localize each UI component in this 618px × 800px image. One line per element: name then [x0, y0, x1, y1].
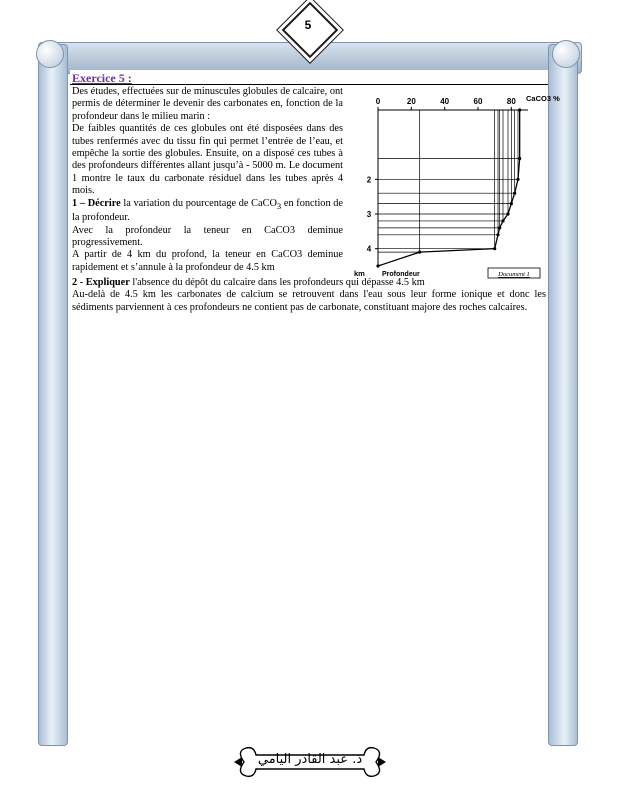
data-point: [506, 212, 509, 215]
document-label: Document 1: [498, 271, 530, 278]
y-tick-label: 4: [366, 244, 372, 254]
caco3-depth-chart: [350, 92, 560, 280]
data-point: [513, 192, 516, 195]
y-unit-label: km: [354, 269, 365, 278]
frame-left-column: [38, 44, 68, 746]
y-tick-label: 2: [366, 175, 372, 185]
exercise-protocol: De faibles quantités de ces globules ont été disposées dans des tubes renfermés avec du tissu fin qui permet l’entrée de l’eau, et empêche la sortie des globules. Ensuite, on a disposé ces tubes à des profondeurs différentes allant jusqu’à - 5000 m. Le document 1 montre le taux du carbonate résiduel dans les tubes après 4 mois.: [72, 123, 343, 197]
data-point: [376, 264, 379, 267]
question-1-text-a: la variation du pourcentage de CaCO: [120, 197, 277, 209]
y-tick-label: 3: [366, 210, 372, 219]
question-1-verb: Décrire: [87, 197, 121, 209]
title-divider: [70, 84, 548, 85]
x-tick-label: 20: [406, 97, 416, 106]
data-point: [493, 247, 496, 250]
data-point: [518, 108, 521, 111]
data-point: [510, 202, 513, 205]
x-tick-label: 80: [506, 97, 516, 106]
y-axis-label: Profondeur: [382, 271, 420, 278]
frame-corner-ornament: [552, 40, 580, 68]
question-2-number: 2 -: [72, 277, 86, 288]
question-1-number: 1 –: [72, 197, 88, 209]
answer-1-part-1: Avec la profondeur la teneur en CaCO3 deminue progressivement.: [72, 224, 343, 248]
answer-1-part-2: A partir de 4 km du profond, la teneur en CaCO3 deminue rapidement et s’annule à la profondeur de 4.5 km: [72, 249, 343, 273]
exercise-title: Exercice 5 :: [72, 71, 132, 85]
data-point: [496, 233, 499, 236]
data-point: [501, 219, 504, 222]
question-2-text: l'absence du dépôt du calcaire dans les profondeurs qui dépasse 4.5 km: [129, 277, 425, 288]
question-1-subscript: 3: [276, 200, 282, 211]
question-1-text-b: en fonction de la profondeur.: [72, 197, 344, 224]
data-point: [518, 157, 521, 160]
data-point: [418, 251, 421, 254]
frame-corner-ornament: [36, 40, 64, 68]
author-name: ذ. عبد القادر اليامي: [257, 752, 363, 767]
question-2-verb: Expliquer: [85, 277, 130, 288]
page-number: 5: [304, 18, 312, 32]
data-curve: [378, 110, 520, 266]
question-1: [72, 198, 343, 225]
data-point: [498, 226, 501, 229]
exercise-intro: Des études, effectuées sur de minuscules globules de calcaire, ont permis de déterminer le devenir des carbonates en, fonction de la profondeur dans le milieu marin :: [72, 86, 343, 122]
top-axis-label: CaCO3 %: [526, 94, 560, 103]
x-tick-label: 0: [375, 97, 381, 106]
exercise-text-column: [72, 86, 343, 274]
x-tick-label: 40: [440, 97, 450, 106]
data-point: [516, 178, 519, 181]
frame-right-column: [548, 44, 578, 746]
exercise-text-full: [72, 277, 546, 314]
answer-2: Au-delà de 4.5 km les carbonates de calcium se retrouvent dans l'eau sous leur forme ionique et donc les sédiments parviennent à ces profondeurs ne contient pas de carbonate, constituant majore des roches calcaires.: [72, 289, 546, 313]
x-tick-label: 60: [473, 97, 483, 106]
